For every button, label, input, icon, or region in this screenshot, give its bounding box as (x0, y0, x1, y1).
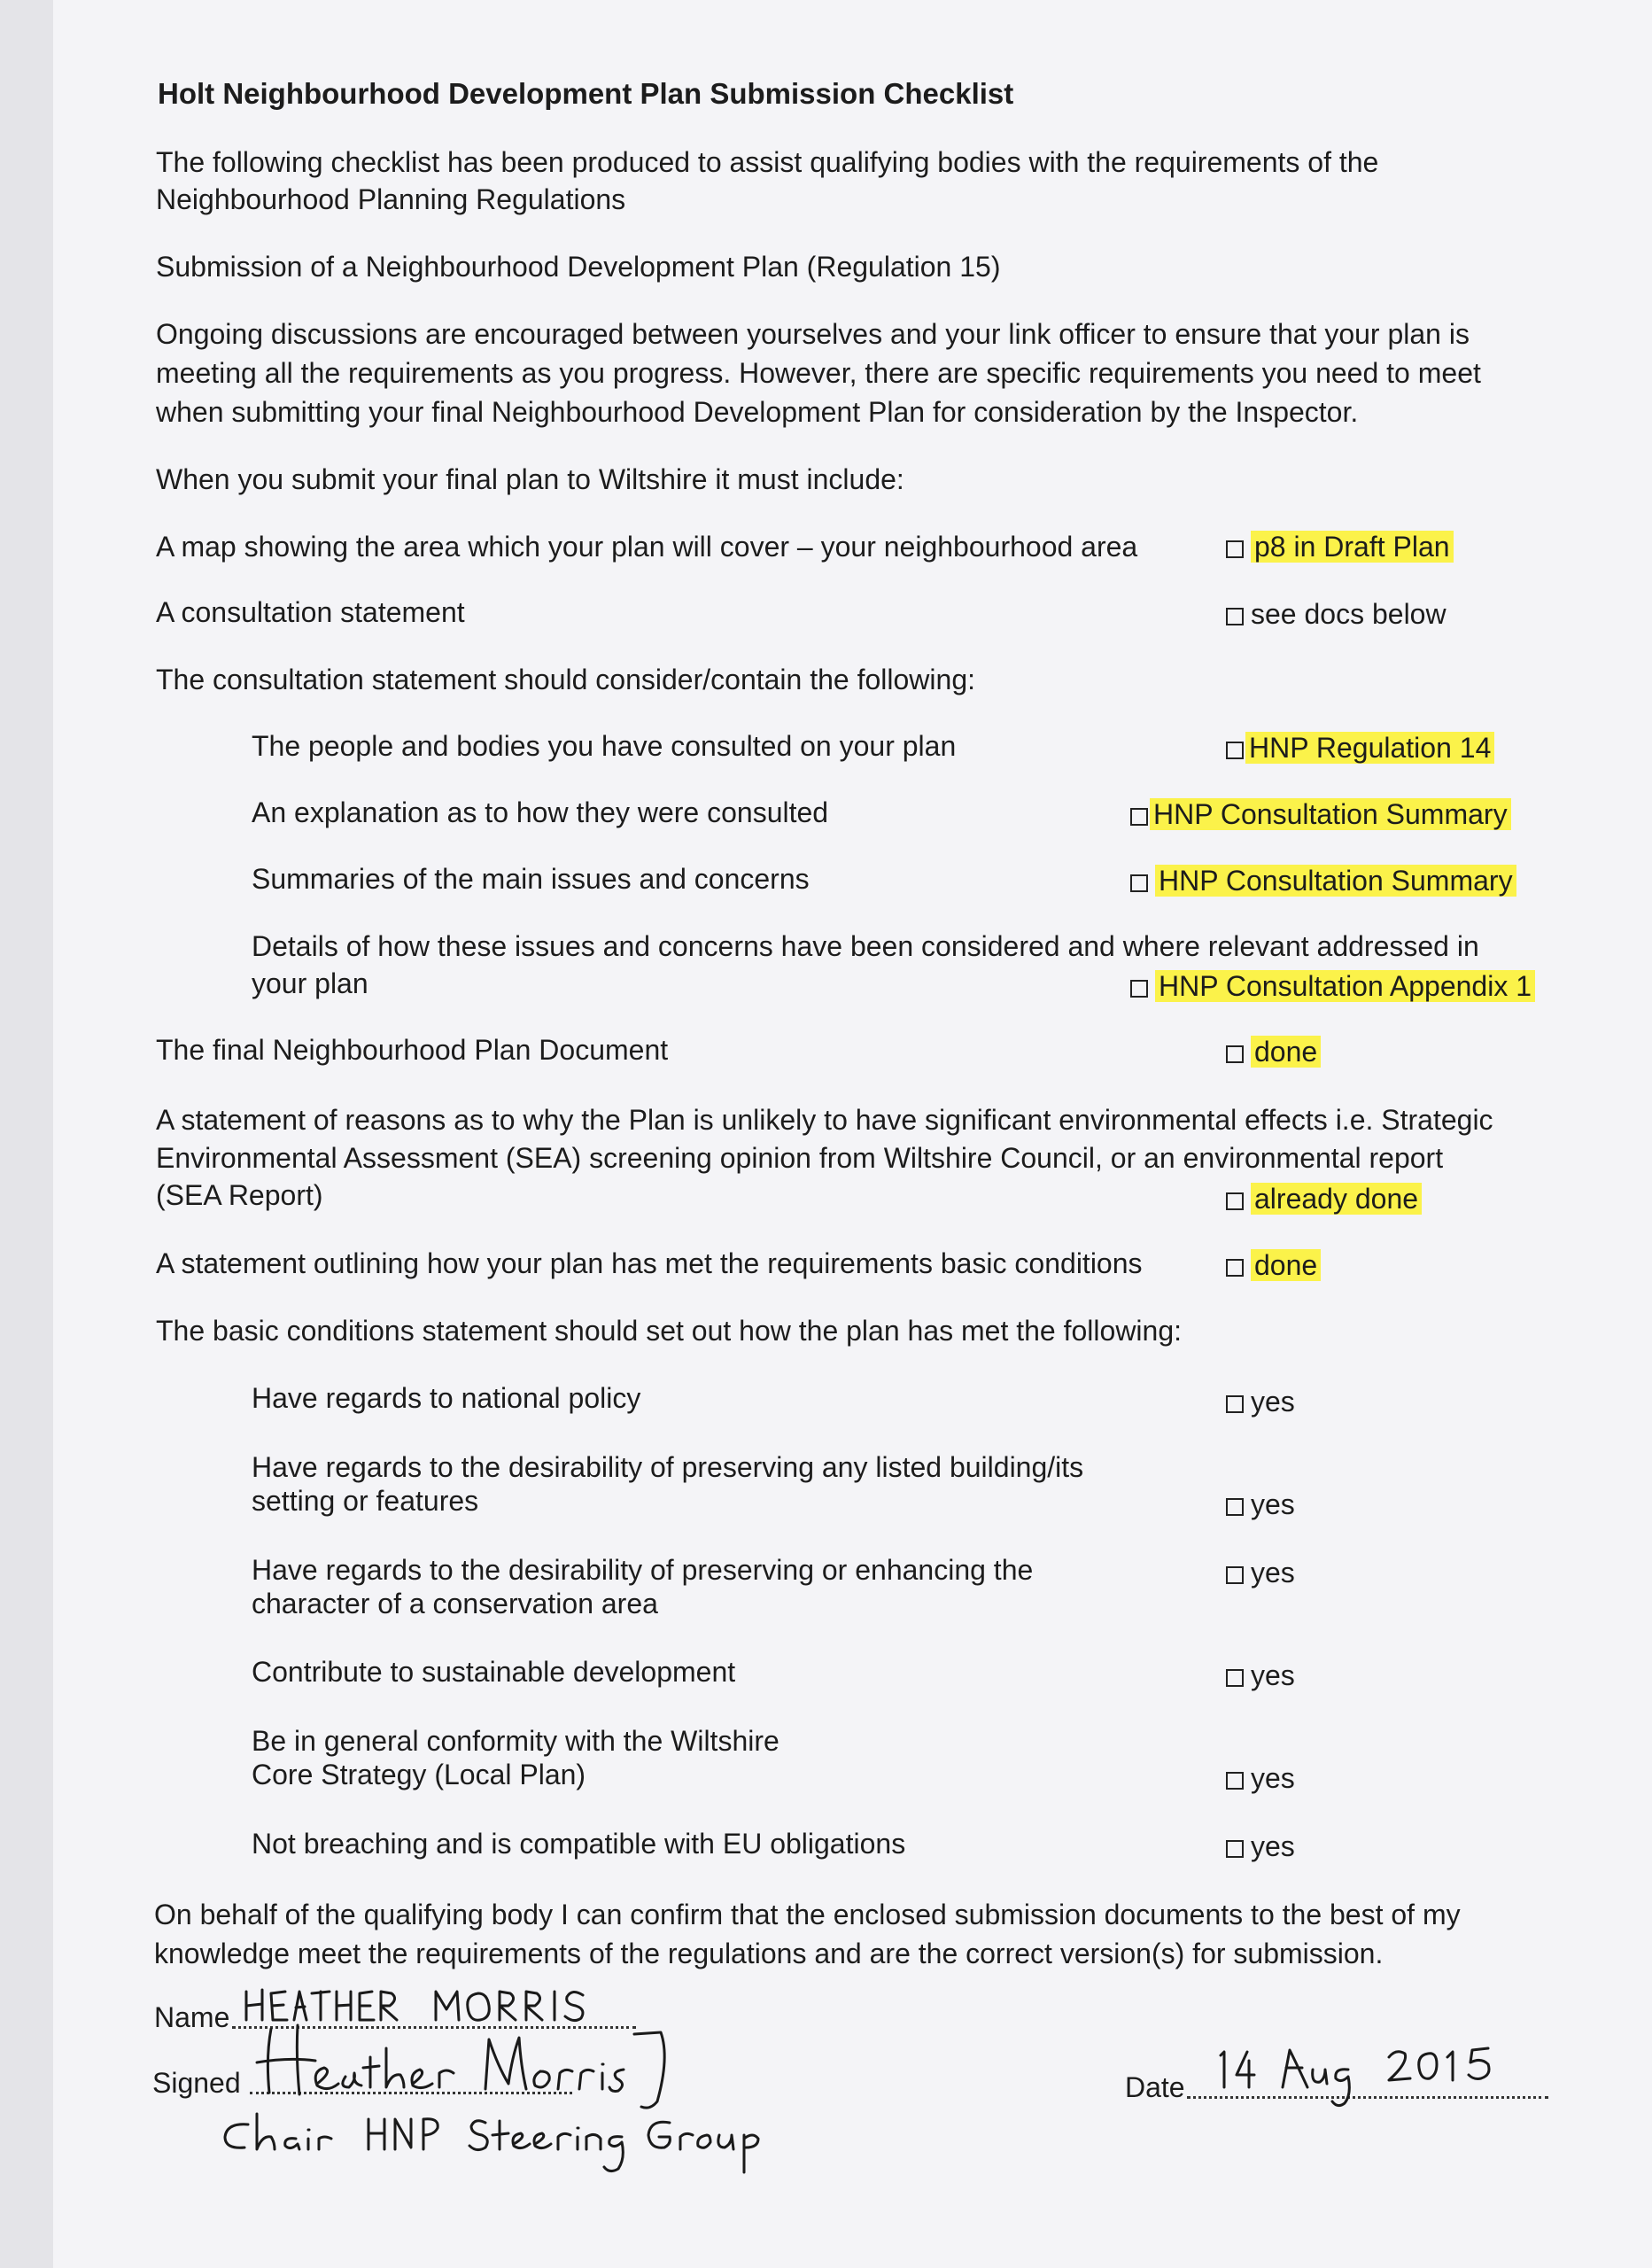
handwritten-date (1215, 2038, 1516, 2113)
item-national-check[interactable] (1226, 1384, 1295, 1419)
item-eu-note: yes (1251, 1830, 1295, 1862)
item-basic-label: A statement outlining how your plan has met the requirements basic conditions (156, 1247, 1143, 1279)
item-consultation-check[interactable] (1226, 596, 1446, 632)
item-conformity-note: yes (1251, 1762, 1295, 1794)
item-consultation-label: A consultation statement (156, 596, 465, 628)
intro-line-2: Neighbourhood Planning Regulations (156, 183, 626, 215)
consultation-intro: The consultation statement should consider/contain the following: (156, 664, 975, 695)
item-listed-check[interactable] (1226, 1487, 1295, 1522)
ongoing-line-1: Ongoing discussions are encouraged between yourselves and your link officer to ensure that your plan is (156, 318, 1470, 350)
confirm-line-2: knowledge meet the requirements of the regulations and are the correct version(s) for submission. (154, 1938, 1384, 1969)
confirm-line-1: On behalf of the qualifying body I can confirm that the enclosed submission documents to the best of my (154, 1899, 1461, 1930)
checkbox[interactable] (1130, 874, 1148, 892)
item-final-doc-check[interactable] (1226, 1034, 1321, 1069)
intro-line-1: The following checklist has been produced to assist qualifying bodies with the requirements of the (156, 146, 1379, 178)
item-listed-line-2: setting or features (252, 1485, 479, 1517)
item-sustainable-label: Contribute to sustainable development (252, 1656, 736, 1688)
scan-page-edge (0, 0, 53, 2268)
checkbox[interactable] (1226, 1259, 1244, 1277)
item-details-line-2: your plan (252, 967, 368, 999)
date-label: Date (1125, 2071, 1185, 2103)
checkbox[interactable] (1130, 980, 1148, 998)
must-include-text: When you submit your final plan to Wiltshire it must include: (156, 463, 904, 495)
item-basic-note: done (1251, 1249, 1321, 1281)
item-conformity-check[interactable] (1226, 1760, 1295, 1796)
checkbox[interactable] (1226, 742, 1244, 759)
checkbox[interactable] (1226, 1395, 1244, 1413)
submission-heading: Submission of a Neighbourhood Development Plan (Regulation 15) (156, 251, 1001, 283)
item-conservation-line-2: character of a conservation area (252, 1588, 658, 1619)
item-sea-line-3: (SEA Report) (156, 1179, 323, 1211)
item-national-label: Have regards to national policy (252, 1382, 641, 1414)
item-eu-label: Not breaching and is compatible with EU obligations (252, 1828, 906, 1860)
item-summaries-check[interactable] (1130, 863, 1516, 898)
item-details-note: HNP Consultation Appendix 1 (1155, 970, 1535, 1002)
item-listed-line-1: Have regards to the desirability of preserving any listed building/its (252, 1451, 1084, 1483)
item-map-label: A map showing the area which your plan will cover – your neighbourhood area (156, 531, 1138, 563)
item-national-note: yes (1251, 1386, 1295, 1418)
item-details-check[interactable] (1130, 968, 1535, 1004)
checkbox[interactable] (1226, 1669, 1244, 1687)
item-eu-check[interactable] (1226, 1829, 1295, 1864)
basic-intro: The basic conditions statement should set out how the plan has met the following: (156, 1315, 1183, 1347)
item-details-line-1: Details of how these issues and concerns have been considered and where relevant addressed in (252, 930, 1479, 962)
item-basic-check[interactable] (1226, 1247, 1321, 1283)
item-summaries-note: HNP Consultation Summary (1155, 865, 1516, 897)
item-sustainable-check[interactable] (1226, 1658, 1295, 1693)
checkbox[interactable] (1226, 1772, 1244, 1790)
item-people-note: HNP Regulation 14 (1245, 732, 1494, 764)
checkbox[interactable] (1130, 808, 1148, 826)
item-sea-line-1: A statement of reasons as to why the Plan is unlikely to have significant environmental effects i.e. Strategic (156, 1104, 1493, 1136)
checkbox[interactable] (1226, 1498, 1244, 1516)
ongoing-line-2: meeting all the requirements as you progress. However, there are specific requirements you need to meet (156, 357, 1481, 389)
item-summaries-label: Summaries of the main issues and concerns (252, 863, 810, 895)
item-sea-line-2: Environmental Assessment (SEA) screening opinion from Wiltshire Council, or an environmental report (156, 1142, 1444, 1174)
ongoing-line-3: when submitting your final Neighbourhood Development Plan for consideration by the Inspector. (156, 396, 1359, 428)
item-explanation-check[interactable] (1130, 796, 1511, 832)
checkbox[interactable] (1226, 608, 1244, 625)
checkbox[interactable] (1226, 1566, 1244, 1584)
item-consultation-note: see docs below (1251, 598, 1446, 630)
checkbox[interactable] (1226, 1045, 1244, 1063)
checkbox[interactable] (1226, 540, 1244, 558)
item-conformity-line-1: Be in general conformity with the Wiltshire (252, 1725, 779, 1757)
handwritten-role (218, 2109, 856, 2184)
item-listed-note: yes (1251, 1488, 1295, 1520)
item-explanation-label: An explanation as to how they were consulted (252, 796, 829, 828)
item-map-note: p8 in Draft Plan (1251, 531, 1454, 563)
signed-label: Signed (152, 2067, 241, 2099)
item-sustainable-note: yes (1251, 1659, 1295, 1691)
item-conservation-check[interactable] (1226, 1555, 1295, 1590)
item-explanation-note: HNP Consultation Summary (1150, 798, 1511, 830)
item-sea-note: already done (1251, 1183, 1422, 1215)
item-conformity-line-2: Core Strategy (Local Plan) (252, 1759, 586, 1790)
checkbox[interactable] (1226, 1192, 1244, 1210)
item-conservation-line-1: Have regards to the desirability of preserving or enhancing the (252, 1554, 1034, 1586)
checkbox[interactable] (1226, 1840, 1244, 1858)
item-sea-check[interactable] (1226, 1181, 1422, 1216)
item-map-check[interactable] (1226, 529, 1454, 564)
item-people-label: The people and bodies you have consulted on your plan (252, 730, 957, 762)
item-people-check[interactable] (1226, 730, 1494, 765)
item-final-doc-note: done (1251, 1036, 1321, 1068)
item-final-doc-label: The final Neighbourhood Plan Document (156, 1034, 669, 1066)
name-label: Name (154, 2001, 230, 2033)
document-title: Holt Neighbourhood Development Plan Submission Checklist (158, 77, 1014, 110)
item-conservation-note: yes (1251, 1557, 1295, 1588)
